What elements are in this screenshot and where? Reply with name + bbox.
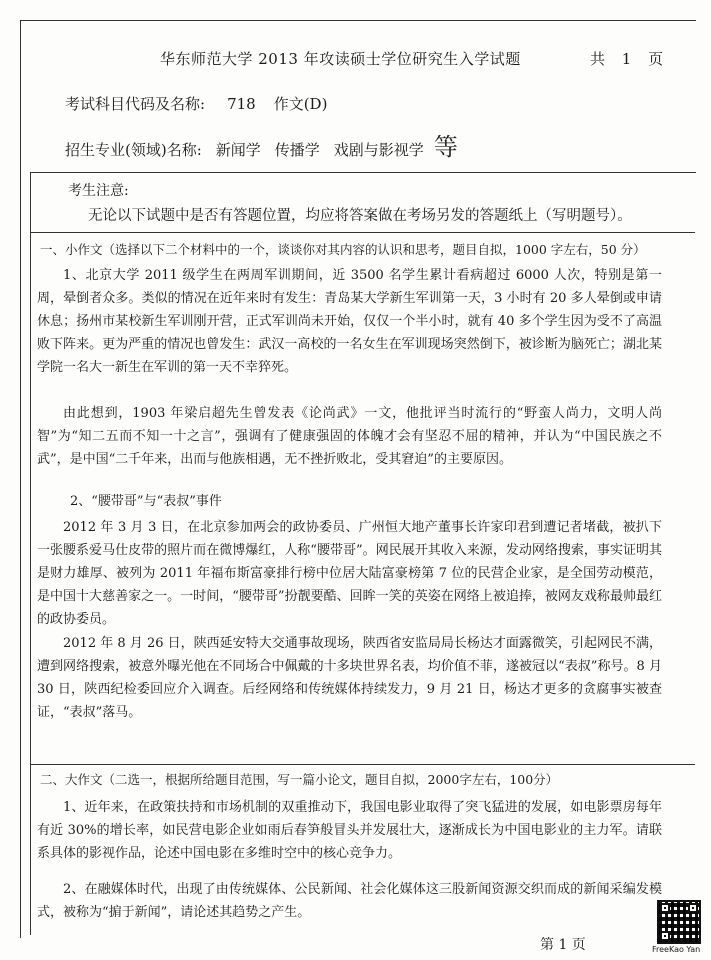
section1-paragraph-2: 由此想到，1903 年梁启超先生曾发表《论尚武》一文，他批评当时流行的“野蛮人尚力，文明人尚智”为“知二五而不知一十之言”，强调有了健康强固的体魄才会有坚忍不屈的精神，并认为“中国民族之不武”，是中国“二千年来，出而与他族相遇，无不挫折败北，受其窘迫”的主要原因。 xyxy=(37,406,662,467)
handwritten-note: 等 xyxy=(433,133,458,161)
exam-title: 华东师范大学 2013 年攻读硕士学位研究生入学试题 xyxy=(160,50,521,68)
section2-paragraph-2: 2、在融媒体时代，出现了由传统媒体、公民新闻、社会化媒体这三股新闻资源交织而成的新闻采编发模式，被称为“掮于新闻”，请论述其趋势之产生。 xyxy=(37,882,662,920)
subject-code: 718 xyxy=(227,95,256,113)
section-divider xyxy=(30,764,695,765)
major-label: 招生专业(领域)名称: xyxy=(65,141,202,159)
major-line xyxy=(65,127,458,162)
major-item: 传播学 xyxy=(274,141,320,159)
subject-label: 考试科目代码及名称: xyxy=(65,95,206,113)
subject-name: 作文(D) xyxy=(273,95,328,113)
page-count: 共 1 页 xyxy=(590,50,670,68)
section-divider xyxy=(30,232,695,233)
section2-paragraph-1: 1、近年来，在政策扶持和市场机制的双重推动下，我国电影业取得了突飞猛进的发展，如电影票房每年有近 30%的增长率，如民营电影企业如雨后春笋般冒头并发展壮大，逐渐成长为中国电影业的主力军。请联系具体的影视作品，论述中国电影在多维时空中的核心竞争力。 xyxy=(37,800,662,861)
major-item: 新闻学 xyxy=(215,141,261,159)
section1-paragraph-3: 2012 年 3 月 3 日，在北京参加两会的政协委员、广州恒大地产董事长许家印君到遭记者堵截，被扒下一张腰系爱马仕皮带的照片而在微博爆红，人称“腰带哥”。网民展开其收入来源，发动网络搜索，事实证明其是财力雄厚、被列为 2011 年福布斯富豪排行榜中位居大陆富豪榜第 7 位的民营企业家，是全国劳动模范，是中国十大慈善家之一。一时间，“腰带哥”扮靓要酷、回眸一笑的英姿在网络上被追捧，被网友戏称最帅最红的政协委员。 xyxy=(37,520,662,627)
section1-paragraph-4: 2012 年 8 月 26 日，陕西延安特大交通事故现场，陕西省安监局局长杨达才面露微笑，引起网民不满，遭到网络搜索，被意外曝光他在不同场合中佩戴的十多块世界名表，均价值不菲，遂被冠以“表叔”称号。8 月 30 日，陕西纪检委回应介入调查。后经网络和传统媒体持续发力，9 月 21 日，杨达才更多的贪腐事实被查证，“表叔”落马。 xyxy=(37,636,662,720)
section2-heading: 二、大作文（二选一，根据所给题目范围，写一篇小论文，题目自拟，2000字左右，100分） xyxy=(40,772,559,787)
major-item: 戏剧与影视学 xyxy=(333,141,424,159)
qr-label: FreeKao Yan xyxy=(652,945,701,954)
notice-body: 无论以下试题中是否有答题位置，均应将答案做在考场另发的答题纸上（写明题号）。 xyxy=(88,208,632,224)
page-number: 第 1 页 xyxy=(540,937,586,953)
qr-code-icon xyxy=(657,900,701,944)
section1-subheading-2: 2、“腰带哥”与“表叔”事件 xyxy=(70,494,222,509)
subject-line xyxy=(65,93,327,114)
section1-heading: 一、小作文（选择以下二个材料中的一个，谈谈你对其内容的认识和思考，题目自拟，1000 字左右，50 分） xyxy=(40,242,646,257)
section1-paragraph-1: 1、北京大学 2011 级学生在两周军训期间，近 3500 名学生累计看病超过 6000 人次，特别是第一周，晕倒者众多。类似的情况在近年来时有发生：青岛某大学新生军训第一天，3 小时有 20 多人晕倒或申请休息；扬州市某校新生军训刚开营，正式军训尚未开始，仅仅一个半小时，就有 40 多个学生因为受不了高温败下阵来。更为严重的情况也曾发生：武汉一高校的一名女生在军训现场突然倒下，被诊断为脑死亡；湖北某学院一名大一新生在军训的第一天不幸猝死。 xyxy=(37,268,662,375)
notice-heading: 考生注意: xyxy=(68,183,129,199)
